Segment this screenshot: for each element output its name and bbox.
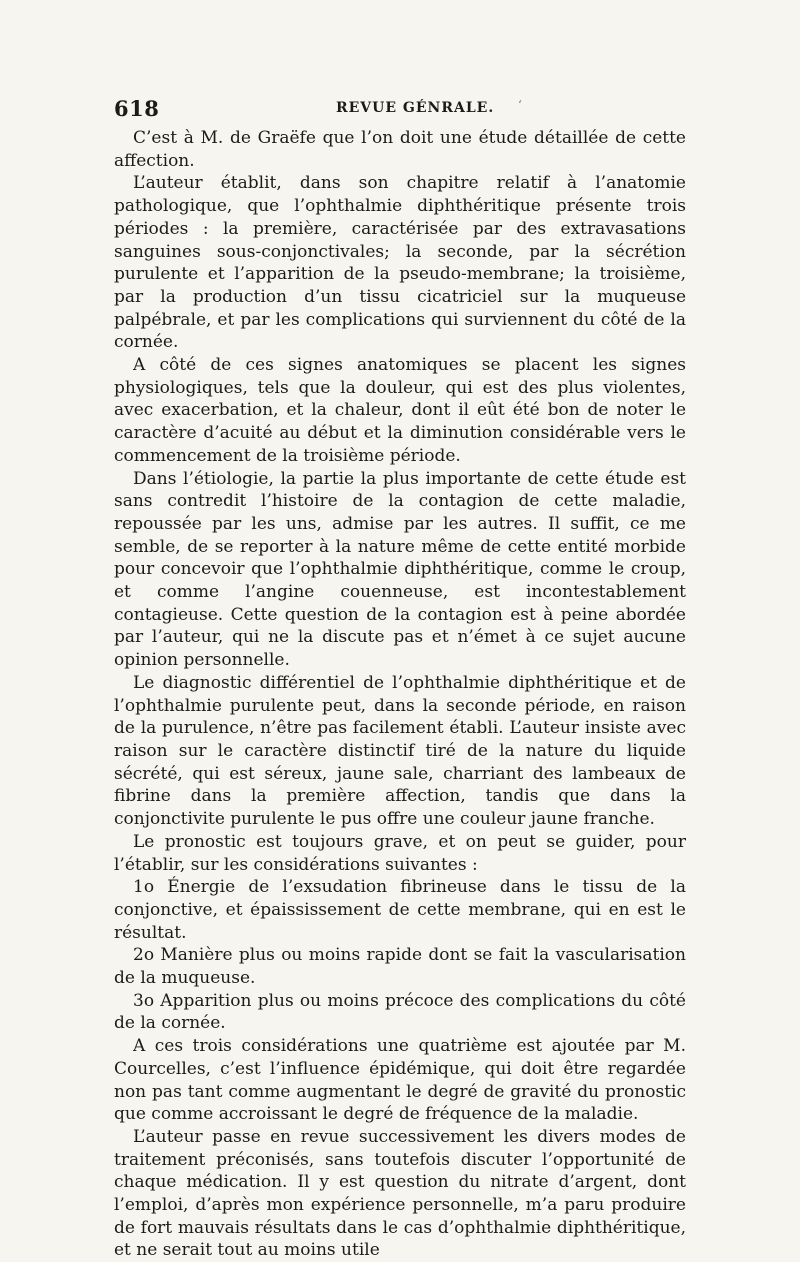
page-number: 618: [114, 96, 160, 121]
running-title: REVUE GÉNRALE.: [336, 100, 495, 116]
paragraph-consideration-2: 2o Manière plus ou moins rapide dont se fait la vascularisation de la muqueuse.: [114, 945, 686, 989]
paragraph-diagnosis: Le diagnostic différentiel de l’ophthalmie diphthéritique et de l’ophthalmie purulente peut, dans la seconde période, en raison de la purulence, n’être pas facilement établi. L’auteur insiste avec raison sur le caractère distinctif tiré de la nature du liquide sécrété, qui est séreux, jaune sale, charriant des lambeaux de fibrine dans la première affection, tandis que dans la conjonctivite purulente le pus offre une couleur jaune franche.: [114, 672, 686, 830]
paragraph-treatment: L’auteur passe en revue successivement les divers modes de traitement préconisés, sans toutefois discuter l’opportunité de chaque médication. Il y est question du nitrate d’argent, dont l’emploi, d’après mon expérience personnelle, m’a paru produire de fort mauvais résultats dans le cas d’ophthalmie diphthéritique, et ne serait tout au moins utile: [114, 1126, 686, 1261]
paragraph-intro: C’est à M. de Graëfe que l’on doit une étude détaillée de cette affection.: [114, 128, 686, 171]
body-text: [114, 127, 686, 1262]
paragraph-anatomy: L’auteur établit, dans son chapitre relatif à l’anatomie pathologique, que l’ophthalmie diphthéritique présente trois périodes : la première, caractérisée par des extravasations sanguines sous-conjonctivales; la seconde, par la sécrétion purulente et l’apparition de la pseudo-membrane; la troisième, par la production d’un tissu cicatriciel sur la muqueuse palpébrale, et par les complications qui surviennent du côté de la cornée.: [114, 173, 686, 353]
paragraph-consideration-1: 1o Énergie de l’exsudation fibrineuse dans le tissu de la conjonctive, et épaississement de cette membrane, qui en est le résultat.: [114, 877, 686, 943]
header-mark: ‘: [518, 98, 522, 112]
paragraph-consideration-3: 3o Apparition plus ou moins précoce des complications du côté de la cornée.: [114, 990, 686, 1034]
paragraph-physiological-signs: A côté de ces signes anatomiques se placent les signes physiologiques, tels que la douleur, qui est des plus violentes, avec exacerbation, et la chaleur, dont il eût été bon de noter le caractère d’acuité au début et la diminution considérable vers le commencement de la troisième période.: [114, 355, 686, 466]
paragraph-etiology: Dans l’étiologie, la partie la plus importante de cette étude est sans contredit l’histoire de la contagion de cette maladie, repoussée par les uns, admise par les autres. Il suffit, ce me semble, de se reporter à la nature même de cette entité morbide pour concevoir que l’ophthalmie diphthéritique, comme le croup, et comme l’angine couenneuse, est incontestablement contagieuse. Cette question de la contagion est à peine abordée par l’auteur, qui ne la discute pas et n’émet à ce sujet aucune opinion personnelle.: [114, 468, 686, 671]
paragraph-prognosis: Le pronostic est toujours grave, et on peut se guider, pour l’établir, sur les considérations suivantes :: [114, 831, 686, 875]
page-header: [114, 96, 688, 126]
paragraph-fourth-consideration: A ces trois considérations une quatrième est ajoutée par M. Courcelles, c’est l’influence épidémique, qui doit être regardée non pas tant comme augmentant le degré de gravité du pronostic que comme accroissant le degré de fréquence de la maladie.: [114, 1036, 686, 1125]
